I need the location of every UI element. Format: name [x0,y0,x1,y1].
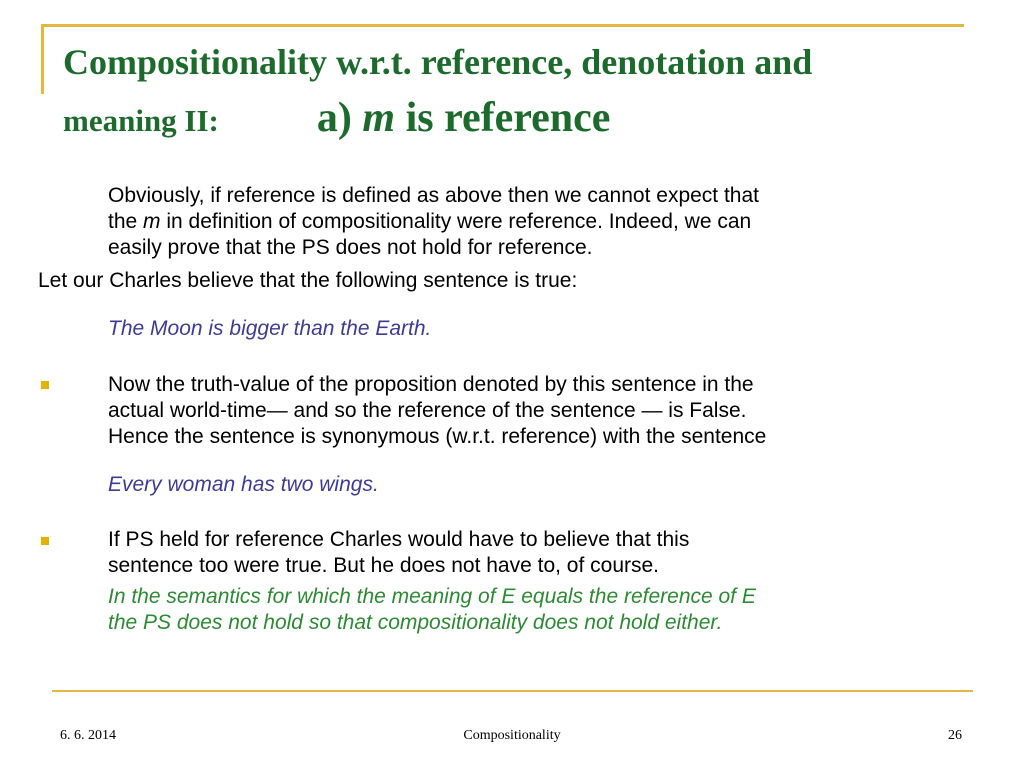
page-number: 26 [948,728,962,743]
bullet-2-line-1: If PS held for reference Charles would have to believe that this [108,528,690,551]
title-line-2 [63,88,963,151]
bullet-marker-1 [41,381,49,389]
title-line-1: Compositionality w.r.t. reference, denotation and [63,42,813,82]
example-sentence-1: The Moon is bigger than the Earth. [108,317,432,340]
footer-separator [52,690,973,692]
intro-m: m [143,210,161,233]
conclusion-line-2: the PS does not hold so that compositionality does not hold either. [108,611,723,634]
frame-vertical-line [41,24,44,94]
slide-title [63,36,963,151]
conclusion-line-1: In the semantics for which the meaning of E equals the reference of E [108,585,756,608]
paragraph-premise: Let our Charles believe that the following sentence is true: [38,269,578,292]
bullet-1-line-1: Now the truth-value of the proposition denoted by this sentence in the [108,373,754,396]
bullet-2-line-2: sentence too were true. But he does not have to, of course. [108,554,660,577]
bullet-1-line-2: actual world-time— and so the reference of the sentence — is False. [108,399,747,422]
footer-date: 6. 6. 2014 [60,728,116,743]
title-a: a) [316,95,363,141]
example-sentence-2: Every woman has two wings. [108,473,379,496]
bullet-marker-2 [41,537,49,545]
frame-horizontal-line [41,24,964,27]
title-m: m [362,95,396,141]
bullet-paragraph-2 [108,527,968,579]
intro-post: in definition of compositionality were reference. Indeed, we can [160,210,752,233]
bullet-1-line-3: Hence the sentence is synonymous (w.r.t. reference) with the sentence [108,425,767,448]
paragraph-intro-line-3: easily prove that the PS does not hold for reference. [108,236,593,259]
title-rest: is reference [395,95,611,141]
title-line-2-prefix: meaning II: [63,103,219,138]
intro-pre: the [108,210,144,233]
title-subheading [317,95,611,141]
paragraph-intro-line-1: Obviously, if reference is defined as above then we cannot expect that [108,184,759,207]
paragraph-intro-line-2 [108,209,968,235]
bullet-paragraph-1 [108,372,968,450]
conclusion [108,584,968,636]
paragraph-intro [108,183,968,261]
footer-title: Compositionality [463,728,561,743]
